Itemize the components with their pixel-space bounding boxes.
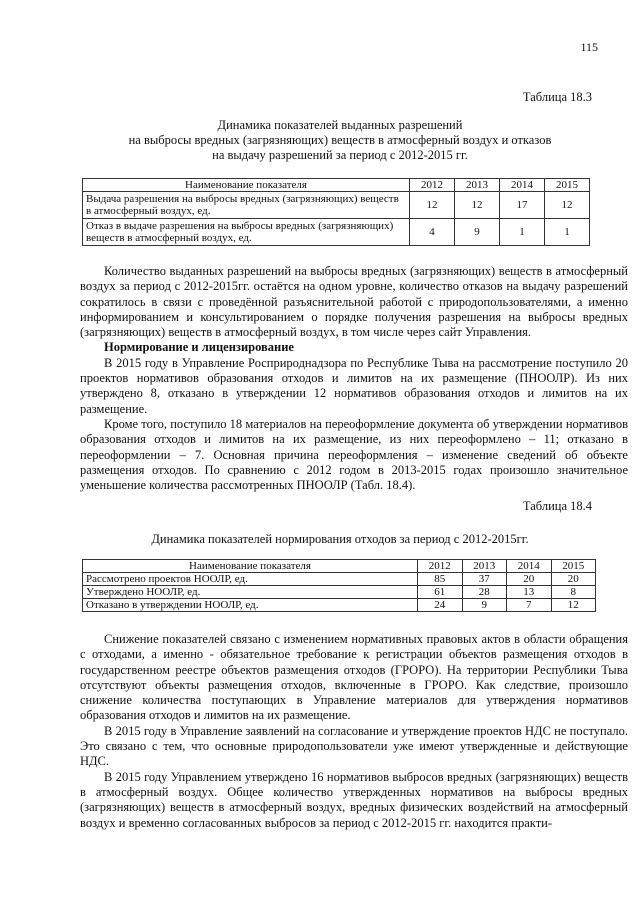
cell-value: 28: [462, 586, 507, 599]
table-18-4-label: Таблица 18.4: [522, 499, 592, 513]
header-year: 2015: [545, 179, 590, 192]
table-row: [83, 573, 596, 586]
table-row: [83, 192, 590, 219]
cell-value: 9: [455, 219, 500, 246]
text-block-2: [80, 632, 628, 831]
header-year: 2012: [418, 560, 463, 573]
cell-value: 12: [455, 192, 500, 219]
table-18-3-label: Таблица 18.3: [522, 90, 592, 104]
cell-value: 13: [507, 586, 552, 599]
header-year: 2014: [507, 560, 552, 573]
header-name: Наименование показателя: [83, 179, 410, 192]
paragraph: В 2015 году в Управление заявлений на согласование и утверждение проектов НДС не поступало. Это связано с тем, что основные природопользователи уже имеют утвержденные и действующие НДС.: [80, 723, 628, 769]
table-row: [83, 599, 596, 612]
table-header-row: [83, 560, 596, 573]
cell-value: 20: [551, 573, 596, 586]
caption-line: на выбросы вредных (загрязняющих) веществ в атмосферный воздух и отказов: [128, 133, 552, 147]
paragraph: Кроме того, поступило 18 материалов на переоформление документа об утверждении нормативов образования отходов и лимитов на их размещение, из них переоформлено – 11; отказано в переоформлении – 7. Основная причина переоформления – изменение сведений об объекте размещения отходов. По сравнению с 2012 годом в 2013-2015 годах произошло значительное уменьшение количества рассмотренных ПНООЛР (Табл. 18.4).: [80, 416, 628, 493]
cell-value: 12: [551, 599, 596, 612]
header-name: Наименование показателя: [83, 560, 418, 573]
cell-value: 8: [551, 586, 596, 599]
cell-value: 37: [462, 573, 507, 586]
table-18-4-caption: Динамика показателей нормирования отходов за период с 2012-2015гг.: [151, 532, 529, 546]
cell-value: 12: [545, 192, 590, 219]
cell-value: 4: [410, 219, 455, 246]
table-header-row: [83, 179, 590, 192]
table-row: [83, 219, 590, 246]
cell-value: 9: [462, 599, 507, 612]
caption-line: на выдачу разрешений за период с 2012-2015 гг.: [212, 148, 468, 162]
paragraph: В 2015 году Управлением утверждено 16 нормативов выбросов вредных (загрязняющих) веществ в атмосферный воздух. Общее количество утвержденных нормативов на выбросы вредных (загрязняющих) веществ в атмосферный воздух, вредных физических воздействий на атмосферный воздух и временно согласованных выбросов за период с 2012-2015 гг. находится практи-: [80, 769, 628, 830]
table-18-4: [82, 559, 596, 612]
cell-value: 85: [418, 573, 463, 586]
header-year: 2014: [500, 179, 545, 192]
cell-value: 12: [410, 192, 455, 219]
cell-value: 1: [545, 219, 590, 246]
paragraph: Снижение показателей связано с изменением нормативных правовых актов в области обращения с отходами, а именно - обязательное требование к регистрации объектов размещения отходов в государственном реестре объектов размещения отходов (ГРОРО). На территории Республики Тыва отсутствуют объекты размещения отходов, включенные в ГРОРО. Как следствие, произошло снижение количества поступающих в Управление материалов для утверждения нормативов образования отходов и лимитов на их размещение.: [80, 632, 628, 723]
row-name: Отказано в утверждении НООЛР, ед.: [83, 599, 418, 612]
cell-value: 7: [507, 599, 552, 612]
row-name: Рассмотрено проектов НООЛР, ед.: [83, 573, 418, 586]
page-number: 115: [580, 40, 598, 54]
cell-value: 20: [507, 573, 552, 586]
header-year: 2015: [551, 560, 596, 573]
text-block-1: [80, 264, 628, 493]
row-name: Отказ в выдаче разрешения на выбросы вредных (загрязняющих) веществ в атмосферный воздух, ед.: [83, 219, 410, 246]
header-year: 2013: [455, 179, 500, 192]
cell-value: 61: [418, 586, 463, 599]
section-heading: Нормирование и лицензирование: [104, 340, 294, 355]
table-row: [83, 586, 596, 599]
row-name: Утверждено НООЛР, ед.: [83, 586, 418, 599]
row-name: Выдача разрешения на выбросы вредных (загрязняющих) веществ в атмосферный воздух, ед.: [83, 192, 410, 219]
paragraph: Количество выданных разрешений на выбросы вредных (загрязняющих) веществ в атмосферный воздух за период с 2012-2015гг. остаётся на одном уровне, количество отказов на выдачу разрешений сократилось в связи с проведённой разъяснительной работой с природопользователями, а именно информированием и консультированием о порядке получения разрешения на выбросы вредных (загрязняющих) веществ в атмосферный воздух, в том числе через сайт Управления.: [80, 264, 628, 340]
cell-value: 1: [500, 219, 545, 246]
header-year: 2013: [462, 560, 507, 573]
caption-line: Динамика показателей выданных разрешений: [217, 118, 463, 132]
cell-value: 17: [500, 192, 545, 219]
table-18-3: [82, 178, 590, 246]
cell-value: 24: [418, 599, 463, 612]
table-18-3-caption: [80, 118, 600, 163]
header-year: 2012: [410, 179, 455, 192]
paragraph: В 2015 году в Управление Росприроднадзора по Республике Тыва на рассмотрение поступило 20 проектов нормативов образования отходов и лимитов на их размещение (ПНООЛР). Из них утверждено 8, отказано в утверждении 12 нормативов образования отходов и лимитов на их размещение.: [80, 355, 628, 416]
